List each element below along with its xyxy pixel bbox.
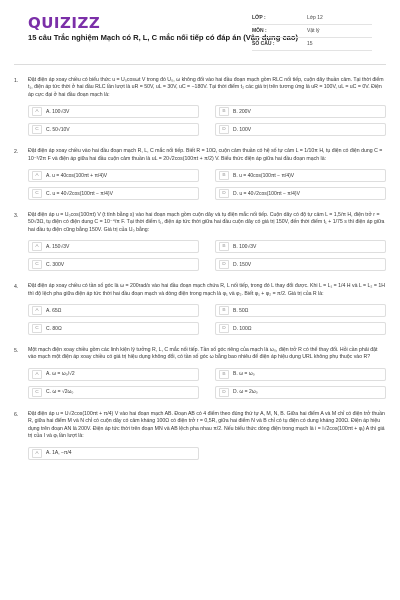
option-text: A. 150√3V: [46, 243, 70, 250]
answer-options: [28, 368, 386, 399]
answer-option[interactable]: [28, 123, 199, 136]
answer-option[interactable]: [28, 105, 199, 118]
question-text: Đặt điện áp xoay chiều có biểu thức u = U₀cosωt V trong đó U₀, ω không đổi vào hai đầu đoạn mạch gồm RLC nối tiếp, cuộn dây thuần cảm. Tại thời điểm t₁, điện áp tức thời ở hai đầu RLC lần lượt là uR = 50V, uL = 30V, uC = −180V. Tại thời điểm t₂ các giá trị trên tương ứng là uR = 100V, uL = uC = 0V. Điện áp cực đại ở hai đầu đoạn mạch là:: [28, 77, 384, 98]
option-letter-box: D: [219, 260, 229, 269]
option-letter-box: C: [32, 324, 42, 333]
option-text: A. 1A, −π/4: [46, 450, 72, 456]
option-text: D. ω = 2ω₀: [233, 389, 258, 396]
question-text: Đặt điện áp xoay chiều vào hai đầu đoạn mạch R, L, C mắc nối tiếp. Biết R = 10Ω, cuộn cảm thuần có hệ số tự cảm L = 1/10π H, tụ điện có điện dung C = 10⁻³/2π F và điện áp giữa hai đầu cuộn cảm thuần là uL = 20√2cos(100πt + π/2) V. Biểu thức điện áp giữa hai đầu đoạn mạch là:: [28, 148, 383, 162]
question-list: [14, 77, 386, 460]
question-text: Đặt điện áp u = U√2cos(100πt + π/4) V vào hai đoạn mạch AB. Đoạn AB có 4 điểm theo đúng thứ tự A, M, N, B. Giữa hai điểm A và M chỉ có điện trở thuần R, giữa hai điểm M và N chỉ có cuộn dây có cảm kháng 100Ω có điện trở r = 0,5R, giữa hai điểm N và B chỉ có tụ điện có dung kháng 200Ω. Điện áp hiệu dụng trên đoạn AN là 200V. Điện áp tức thời trên đoạn MN và AB lệch pha nhau π/2. Nếu biểu thức dòng điện trong mạch là i = I√2cos(100πt + φᵢ) A thì giá trị của I và φᵢ lần lượt là:: [28, 410, 385, 440]
question-text: Đặt điện áp xoay chiều có tần số góc là ω = 200rad/s vào hai đầu đoạn mạch chứa R, L nối tiếp, trong đó L thay đổi được. Khi L = L₁ = 1/4 H và L = L₂ = 1H thì độ lệch pha giữa điện áp tức thời hai đầu đoạn mạch và dòng điện trong mạch là φ₁ và φ₂. Biết φ₁ + φ₂ = π/2. Giá trị của R là:: [28, 283, 385, 297]
option-letter-box: A: [32, 449, 42, 458]
option-letter-box: D: [219, 125, 229, 134]
answer-option[interactable]: [28, 258, 199, 271]
answer-option[interactable]: [215, 304, 386, 317]
answer-option[interactable]: [215, 187, 386, 200]
option-text: A. ω = ω₀/√2: [46, 371, 75, 378]
option-text: D. 100V: [233, 126, 252, 133]
meta-key: MÔN :: [252, 28, 267, 34]
question-number: 6.: [14, 411, 19, 418]
meta-row-class: [252, 12, 372, 25]
page-title: 15 câu Trắc nghiệm Mạch có R, L, C mắc nối tiếp có đáp án (Vận dụng cao): [28, 33, 299, 42]
worksheet-header: [14, 0, 386, 64]
answer-option[interactable]: [215, 368, 386, 381]
answer-options: [28, 447, 386, 460]
question-body: [28, 347, 386, 399]
answer-option[interactable]: [215, 322, 386, 335]
option-letter-box: A: [32, 107, 42, 116]
option-letter-box: D: [219, 324, 229, 333]
meta-value: Vật lý: [307, 28, 320, 34]
question-text: Một mạch điện xoay chiều gồm các linh kiện lý tưởng R, L, C mắc nối tiếp. Tần số góc riêng của mạch là ω₀, điện trở R có thể thay đổi. Hỏi cần phải đặt vào mạch một điện áp xoay chiều có giá trị hiệu dụng không đổi, có tần số góc ω bằng bao nhiêu để điện áp hiệu dụng URL không phụ thuộc vào R?: [28, 347, 378, 361]
meta-row-count: [252, 38, 372, 51]
option-text: B. u = 40cos(100πt − π/4)V: [233, 172, 295, 179]
option-text: B. 50Ω: [233, 307, 249, 314]
answer-option[interactable]: [28, 169, 199, 182]
question-number: 2.: [14, 149, 19, 156]
option-letter-box: A: [32, 306, 42, 315]
meta-key: SỐ CÂU :: [252, 41, 275, 47]
question-number: 1.: [14, 78, 19, 84]
question-number: 4.: [14, 284, 19, 291]
question-item: [14, 411, 386, 460]
option-letter-box: A: [32, 242, 42, 251]
answer-option[interactable]: [215, 258, 386, 271]
option-text: D. 100Ω: [233, 325, 252, 332]
option-letter-box: B: [219, 107, 229, 116]
meta-value: 15: [307, 41, 313, 47]
question-body: [28, 411, 386, 460]
answer-options: [28, 304, 386, 335]
option-letter-box: C: [32, 260, 42, 269]
answer-option[interactable]: [28, 447, 199, 460]
option-letter-box: A: [32, 171, 42, 180]
option-letter-box: C: [32, 125, 42, 134]
option-text: A. 100√3V: [46, 108, 70, 115]
question-number: 3.: [14, 213, 19, 220]
option-letter-box: B: [219, 370, 229, 379]
question-item: [14, 148, 386, 200]
question-item: [14, 77, 386, 136]
option-letter-box: D: [219, 189, 229, 198]
question-item: [14, 347, 386, 399]
meta-value: Lớp 12: [307, 15, 323, 21]
answer-option[interactable]: [28, 368, 199, 381]
question-item: [14, 283, 386, 335]
option-text: B. ω = ω₀: [233, 371, 255, 378]
header-divider: [14, 64, 386, 65]
answer-option[interactable]: [215, 386, 386, 399]
option-text: C. 50√10V: [46, 126, 70, 133]
question-body: [28, 283, 386, 335]
meta-row-subject: [252, 25, 372, 38]
question-number: 5.: [14, 348, 19, 355]
answer-options: [28, 240, 386, 271]
option-letter-box: B: [219, 306, 229, 315]
answer-option[interactable]: [215, 240, 386, 253]
question-body: [28, 212, 386, 271]
answer-option[interactable]: [28, 322, 199, 335]
answer-option[interactable]: [28, 304, 199, 317]
option-text: C. 80Ω: [46, 325, 62, 332]
question-body: [28, 148, 386, 200]
option-text: A. 65Ω: [46, 307, 62, 314]
option-letter-box: B: [219, 171, 229, 180]
option-text: B. 100√3V: [233, 243, 257, 250]
answer-option[interactable]: [215, 105, 386, 118]
question-body: [28, 77, 386, 136]
option-text: B. 200V: [233, 108, 251, 115]
answer-options: [28, 169, 386, 200]
option-text: A. u = 40cos(100πt + π/4)V: [46, 172, 108, 179]
answer-option[interactable]: [28, 386, 199, 399]
option-letter-box: A: [32, 370, 42, 379]
option-letter-box: C: [32, 189, 42, 198]
meta-table: [252, 12, 372, 51]
answer-option[interactable]: [215, 169, 386, 182]
answer-options: [28, 105, 386, 136]
option-letter-box: B: [219, 242, 229, 251]
question-text: Đặt điện áp u = U₀cos(100πt) V (t tính bằng s) vào hai đoạn mạch gồm cuộn dây và tụ điện mắc nối tiếp. Cuộn dây có độ tự cảm L = 1,5/π H, điện trở r = 50√3Ω, tụ điện có điện dung C = 10⁻⁴/π F. Tại thời điểm t₁, điện áp tức thời giữa hai đầu cuộn dây có giá trị 150V, đến thời điểm t₁ + 1/75 s thì điện áp giữa hai đầu tụ điện cũng bằng 150V. Giá trị của U₀ bằng:: [28, 212, 385, 233]
question-item: [14, 212, 386, 271]
option-text: C. 300V: [46, 261, 65, 268]
option-letter-box: C: [32, 388, 42, 397]
answer-option[interactable]: [28, 187, 199, 200]
option-text: D. 150V: [233, 261, 252, 268]
option-text: C. u = 40√2cos(100πt − π/4)V: [46, 190, 113, 197]
meta-key: LỚP :: [252, 15, 266, 21]
option-letter-box: D: [219, 388, 229, 397]
option-text: C. ω = √2ω₀: [46, 389, 74, 396]
answer-option[interactable]: [215, 123, 386, 136]
option-text: D. u = 40√2cos(100πt − π/4)V: [233, 190, 300, 197]
quizizz-logo: QUIZIZZ: [28, 14, 101, 32]
answer-option[interactable]: [28, 240, 199, 253]
